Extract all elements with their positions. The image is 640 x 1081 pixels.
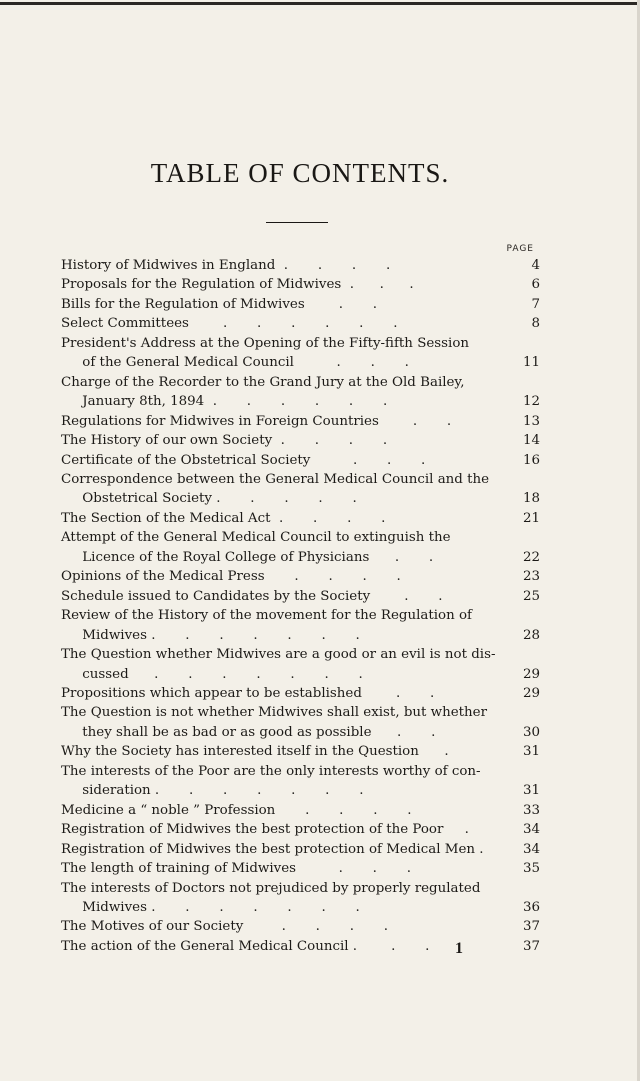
toc-entry xyxy=(61,917,541,936)
toc-entry-page: 23 xyxy=(522,569,540,585)
toc-entry-title: Bills for the Regulation of Midwives . . xyxy=(61,296,378,312)
toc-entry-title: History of Midwives in England . . . . xyxy=(61,258,391,273)
toc-entry-title: The History of our own Society . . . . xyxy=(61,433,388,449)
toc-entry-page: 29 xyxy=(522,666,540,682)
toc-entry-title: Attempt of the General Medical Council to extinguish the Licence of the Royal College of Physicians . . xyxy=(61,530,451,565)
toc-entry-title: The length of training of Midwives . . . xyxy=(61,861,411,877)
toc-entry-title: Proposals for the Regulation of Midwives . . . xyxy=(61,277,414,293)
table-of-contents xyxy=(61,256,541,956)
toc-entry-title: Regulations for Midwives in Foreign Countries . . xyxy=(61,413,452,429)
toc-entry xyxy=(61,314,541,333)
toc-entry-page: 13 xyxy=(522,413,540,429)
toc-entry-title: Certificate of the Obstetrical Society . . . xyxy=(61,452,426,468)
toc-entry-page: 36 xyxy=(522,899,540,915)
toc-entry xyxy=(61,567,541,586)
toc-entry-page: 14 xyxy=(522,433,540,449)
toc-entry-title: Schedule issued to Candidates by the Society . . xyxy=(61,588,443,604)
toc-entry-title: The Motives of our Society . . . . xyxy=(61,919,389,935)
toc-entry-title: The interests of Doctors not prejudiced by properly regulated Midwives . . . . . . . xyxy=(61,880,481,915)
toc-entry xyxy=(61,606,541,645)
toc-entry-page: 37 xyxy=(522,919,540,935)
toc-entry-page: 11 xyxy=(522,355,540,371)
signature-mark: 1 xyxy=(455,940,463,957)
toc-entry xyxy=(61,937,541,956)
toc-entry xyxy=(61,762,541,801)
toc-entry xyxy=(61,412,541,431)
toc-entry-title: Charge of the Recorder to the Grand Jury at the Old Bailey, January 8th, 1894 . . . . . . xyxy=(61,374,465,410)
toc-entry-title: The Question whether Midwives are a good or an evil is not dis- cussed . . . . . . . xyxy=(61,647,496,682)
toc-entry-title: Review of the History of the movement for the Regulation of Midwives . . . . . . . xyxy=(61,608,473,643)
toc-entry-page: 28 xyxy=(522,627,540,643)
toc-entry xyxy=(61,684,541,703)
toc-entry xyxy=(61,509,541,528)
toc-entry-title: President's Address at the Opening of the Fifty-fifth Session of the General Medical Council . . . xyxy=(61,335,470,371)
toc-entry xyxy=(61,373,541,412)
toc-entry-title: Select Committees . . . . . . xyxy=(61,316,398,332)
toc-entry-title: Opinions of the Medical Press . . . . xyxy=(61,569,401,585)
toc-entry-title: Registration of Midwives the best protection of the Poor . xyxy=(61,822,469,838)
toc-entry-title: The action of the General Medical Council . . . xyxy=(61,938,430,954)
toc-entry-page: 4 xyxy=(531,258,540,273)
toc-entry xyxy=(61,587,541,606)
toc-entry-page: 33 xyxy=(522,802,540,818)
toc-entry-title: The Question is not whether Midwives shall exist, but whether they shall be as bad or as good as possible . . xyxy=(61,705,488,740)
toc-entry-page: 16 xyxy=(522,452,540,468)
toc-entry-page: 21 xyxy=(522,510,540,526)
toc-entry-title: Propositions which appear to be established . . xyxy=(61,685,435,701)
toc-entry xyxy=(61,451,541,470)
toc-entry-page: 18 xyxy=(522,491,540,507)
toc-entry xyxy=(61,820,541,839)
toc-entry xyxy=(61,528,541,567)
toc-entry-title: The interests of the Poor are the only interests worthy of con- sideration . . . . . . . xyxy=(61,763,481,799)
toc-entry xyxy=(61,256,541,275)
page-column-label: PAGE xyxy=(506,244,534,254)
toc-entry-page: 7 xyxy=(531,296,540,312)
toc-entry xyxy=(61,840,541,859)
toc-entry-title: Why the Society has interested itself in the Question . xyxy=(61,744,449,760)
toc-entry-title: The Section of the Medical Act . . . . xyxy=(61,510,386,526)
toc-entry-page: 31 xyxy=(522,744,540,760)
toc-entry-page: 35 xyxy=(522,861,540,877)
toc-entry-page: 31 xyxy=(522,783,540,799)
toc-entry xyxy=(61,801,541,820)
page-title: TABLE OF CONTENTS. xyxy=(150,158,450,188)
toc-entry-page: 12 xyxy=(522,394,540,410)
toc-entry-title: Registration of Midwives the best protection of Medical Men . xyxy=(61,841,484,857)
toc-entry-title: Medicine a “ noble ” Profession . . . . xyxy=(61,802,412,818)
toc-entry-title: Correspondence between the General Medical Council and the Obstetrical Society . . . . . xyxy=(61,471,490,507)
toc-entry-page: 30 xyxy=(522,724,540,740)
toc-entry-page: 37 xyxy=(522,938,540,954)
toc-entry-page: 6 xyxy=(531,277,540,293)
top-edge-rule xyxy=(0,2,640,5)
toc-entry xyxy=(61,645,541,684)
toc-entry xyxy=(61,470,541,509)
toc-entry xyxy=(61,275,541,294)
toc-entry xyxy=(61,859,541,878)
toc-entry xyxy=(61,334,541,373)
toc-entry-page: 25 xyxy=(522,588,540,604)
toc-entry xyxy=(61,879,541,918)
toc-entry xyxy=(61,295,541,314)
toc-entry-page: 34 xyxy=(522,822,540,838)
toc-entry xyxy=(61,431,541,450)
title-divider xyxy=(266,222,328,223)
toc-entry xyxy=(61,703,541,742)
toc-entry-page: 8 xyxy=(531,316,540,332)
toc-entry-page: 22 xyxy=(522,549,540,565)
toc-entry-page: 34 xyxy=(522,841,540,857)
toc-entry xyxy=(61,742,541,761)
toc-entry-page: 29 xyxy=(522,685,540,701)
